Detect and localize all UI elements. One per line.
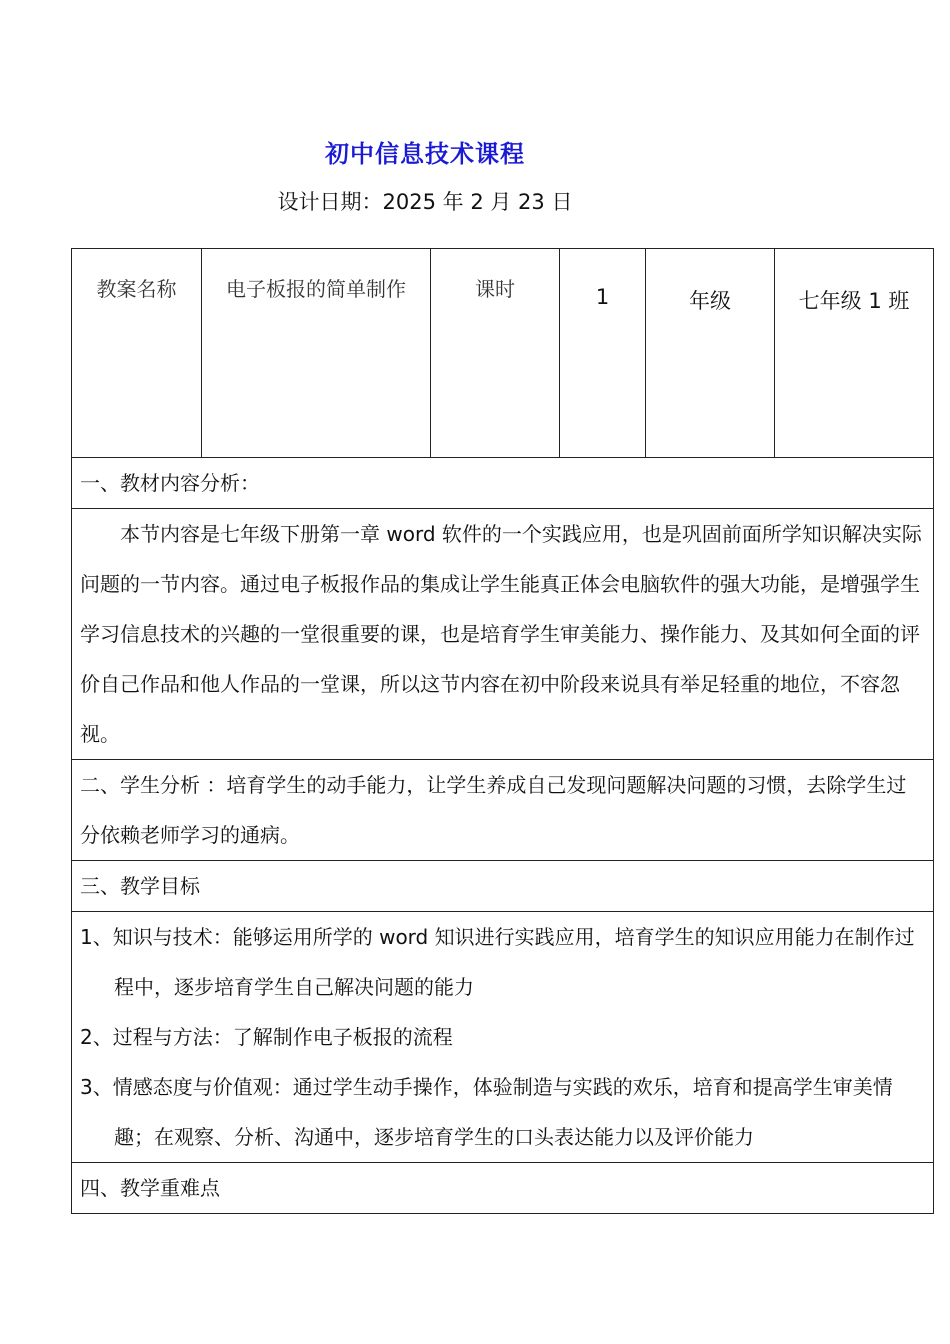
key-points-row [72,1163,934,1214]
student-analysis: 二、学生分析 ：培育学生的动手能力，让学生养成自己发现问题解决问题的习惯，去除学生过分依赖老师学习的通病。 [72,760,934,861]
header-row [72,249,934,458]
analysis-body: 本节内容是七年级下册第一章 word 软件的一个实践应用，也是巩固前面所学知识解决实际问题的一节内容。通过电子板报作品的集成让学生能真正体会电脑软件的强大功能，是增强学生学习信息技术的兴趣的一堂很重要的课，也是培育学生审美能力、操作能力、及其如何全面的评价自己作品和他人作品的一堂课，所以这节内容在初中阶段来说具有举足轻重的地位，不容忽视。 [72,509,934,760]
grade-value: 七年级 1 班 [775,249,934,458]
grade-label: 年级 [646,249,775,458]
analysis-body-row [72,509,934,760]
goal-item-2: 2、过程与方法：了解制作电子板报的流程 [80,1025,453,1049]
document-title: 初中信息技术课程 [325,140,525,168]
design-date: 设计日期：2025 年 2 月 23 日 [277,190,573,214]
goal-item-3: 3、情感态度与价值观：通过学生动手操作，体验制造与实践的欢乐，培育和提高学生审美情趣；在观察、分析、沟通中，逐步培育学生的口头表达能力以及评价能力 [80,1075,893,1149]
lesson-plan-table [71,248,934,1214]
period-label: 课时 [431,249,560,458]
lesson-name-value: 电子板报的简单制作 [202,249,431,458]
goal-item-1: 1、知识与技术：能够运用所学的 word 知识进行实践应用，培育学生的知识应用能力在制作过程中，逐步培育学生自己解决问题的能力 [80,925,915,999]
lesson-name-label: 教案名称 [72,249,202,458]
key-points-title: 四、教学重难点 [72,1163,934,1214]
goals-title: 三、教学目标 [72,861,934,912]
analysis-title: 一、教材内容分析： [72,458,934,509]
goals-row [72,912,934,1163]
goals-list [72,912,934,1163]
period-value: 1 [560,249,646,458]
analysis-title-row [72,458,934,509]
student-analysis-row [72,760,934,861]
goals-title-row [72,861,934,912]
